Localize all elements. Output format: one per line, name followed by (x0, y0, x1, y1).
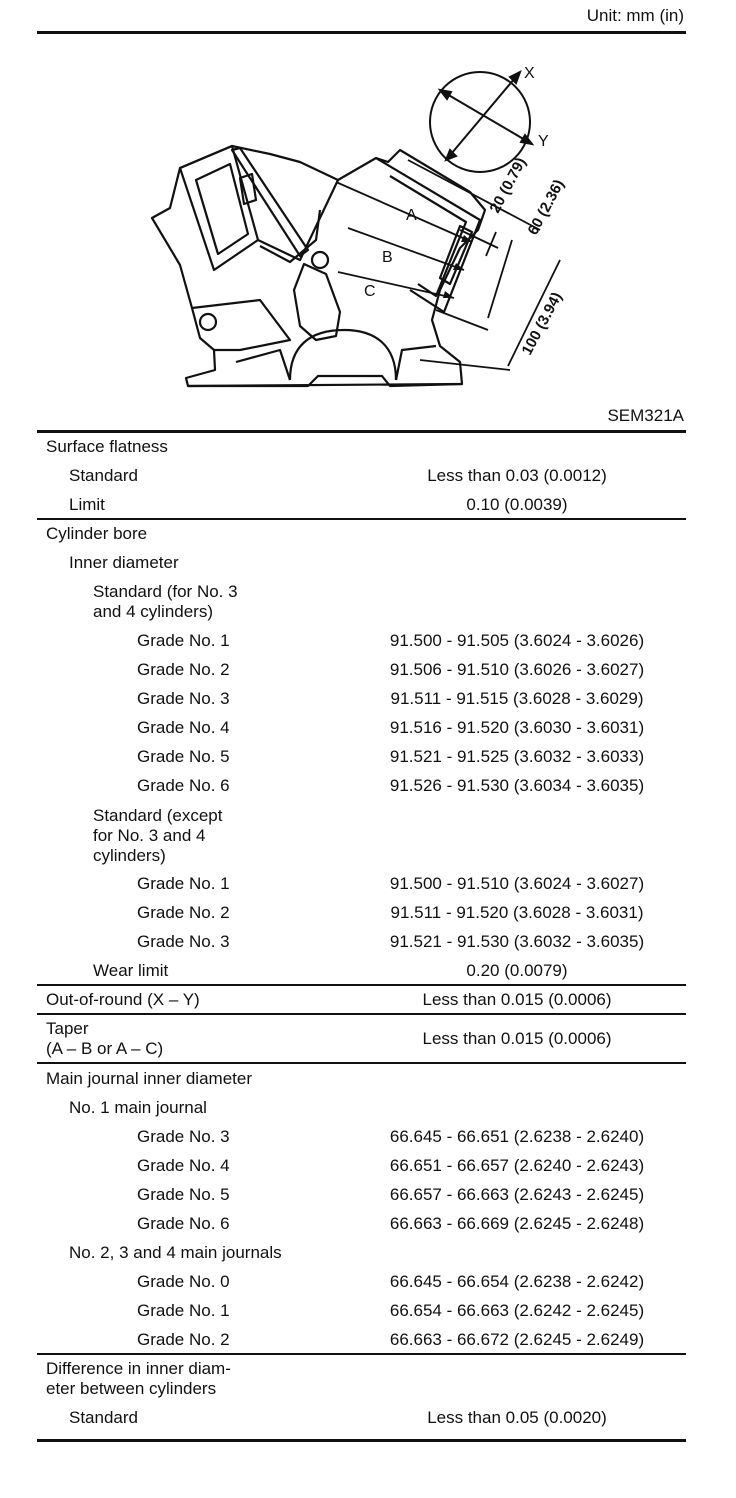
separator (37, 1062, 686, 1064)
grade-label: Grade No. 2 (137, 1330, 230, 1349)
grade-label: Grade No. 1 (137, 874, 230, 893)
grade-label: Grade No. 4 (137, 1156, 230, 1175)
wear-limit-label: Wear limit (93, 961, 169, 980)
grade-label: Grade No. 4 (137, 718, 230, 737)
grade-label: Grade No. 1 (137, 1301, 230, 1320)
grade-value: 91.521 - 91.530 (3.6032 - 3.6035) (389, 932, 645, 951)
grade-value: 66.654 - 66.663 (2.6242 - 2.6245) (389, 1301, 645, 1320)
grade-value: 66.663 - 66.672 (2.6245 - 2.6249) (389, 1330, 645, 1349)
dim-60: 60 (2.36) (524, 176, 568, 238)
stdx-line3: cylinders) (93, 846, 166, 865)
grade-value: 91.500 - 91.510 (3.6024 - 3.6027) (389, 874, 645, 893)
grade-label: Grade No. 3 (137, 1127, 230, 1146)
label-y: Y (538, 133, 549, 150)
unit-label: Unit: mm (in) (586, 6, 684, 25)
wear-limit-value: 0.20 (0.0079) (466, 961, 568, 980)
table-top-rule (37, 430, 686, 433)
no234-main-journal-label: No. 2, 3 and 4 main journals (69, 1243, 282, 1262)
label-a: A (406, 207, 417, 224)
top-rule (37, 31, 686, 34)
grade-value: 66.663 - 66.669 (2.6245 - 2.6248) (389, 1214, 645, 1233)
grade-label: Grade No. 3 (137, 689, 230, 708)
grade-label: Grade No. 2 (137, 903, 230, 922)
row-value: 0.10 (0.0039) (466, 495, 568, 514)
taper-line2: (A – B or A – C) (46, 1039, 164, 1058)
grade-value: 91.521 - 91.525 (3.6032 - 3.6033) (389, 747, 645, 766)
grade-value: 91.506 - 91.510 (3.6026 - 3.6027) (389, 660, 645, 679)
taper-line1: Taper (46, 1019, 89, 1038)
taper-value: Less than 0.015 (0.0006) (422, 1029, 612, 1048)
grade-value: 91.511 - 91.520 (3.6028 - 3.6031) (390, 903, 644, 922)
grade-value: 91.500 - 91.505 (3.6024 - 3.6026) (389, 631, 645, 650)
grade-label: Grade No. 6 (137, 1214, 230, 1233)
grade-label: Grade No. 6 (137, 776, 230, 795)
grade-value: 66.645 - 66.651 (2.6238 - 2.6240) (389, 1127, 645, 1146)
std34-line1: Standard (for No. 3 (93, 582, 238, 601)
separator (37, 1013, 686, 1015)
stdx-line2: for No. 3 and 4 (93, 826, 206, 845)
row-label: Standard (69, 1408, 138, 1427)
grade-label: Grade No. 2 (137, 660, 230, 679)
stdx-line1: Standard (except (93, 806, 223, 825)
cylinder-block-diagram (140, 50, 600, 400)
grade-label: Grade No. 5 (137, 1185, 230, 1204)
dim-100: 100 (3.94) (518, 289, 566, 358)
row-label: Limit (69, 495, 105, 514)
grade-label: Grade No. 5 (137, 747, 230, 766)
grade-label: Grade No. 1 (137, 631, 230, 650)
separator (37, 518, 686, 520)
out-of-round-value: Less than 0.015 (0.0006) (422, 990, 612, 1009)
row-value: Less than 0.05 (0.0020) (427, 1408, 607, 1427)
grade-label: Grade No. 0 (137, 1272, 230, 1291)
inner-diameter-label: Inner diameter (69, 553, 179, 572)
grade-value: 66.645 - 66.654 (2.6238 - 2.6242) (389, 1272, 645, 1291)
difference-line1: Difference in inner diam- (46, 1359, 231, 1378)
difference-line2: eter between cylinders (46, 1379, 217, 1398)
row-label: Standard (69, 466, 138, 485)
main-journal-title: Main journal inner diameter (46, 1069, 252, 1088)
grade-value: 91.511 - 91.515 (3.6028 - 3.6029) (390, 689, 644, 708)
grade-value: 91.526 - 91.530 (3.6034 - 3.6035) (389, 776, 645, 795)
row-value: Less than 0.03 (0.0012) (427, 466, 607, 485)
separator (37, 1353, 686, 1355)
figure-code: SEM321A (607, 406, 684, 425)
label-b: B (382, 249, 393, 266)
no1-main-journal-label: No. 1 main journal (69, 1098, 207, 1117)
dim-20: 20 (0.79) (486, 154, 530, 216)
grade-value: 66.657 - 66.663 (2.6243 - 2.6245) (389, 1185, 645, 1204)
grade-label: Grade No. 3 (137, 932, 230, 951)
table-bottom-rule (37, 1439, 686, 1442)
grade-value: 91.516 - 91.520 (3.6030 - 3.6031) (389, 718, 645, 737)
std34-line2: and 4 cylinders) (93, 602, 214, 621)
separator (37, 984, 686, 986)
label-c: C (364, 283, 376, 300)
surface-flatness-title: Surface flatness (46, 437, 168, 456)
cylinder-bore-title: Cylinder bore (46, 524, 148, 543)
out-of-round-label: Out-of-round (X – Y) (46, 990, 200, 1009)
grade-value: 66.651 - 66.657 (2.6240 - 2.6243) (389, 1156, 645, 1175)
label-x: X (524, 65, 535, 82)
